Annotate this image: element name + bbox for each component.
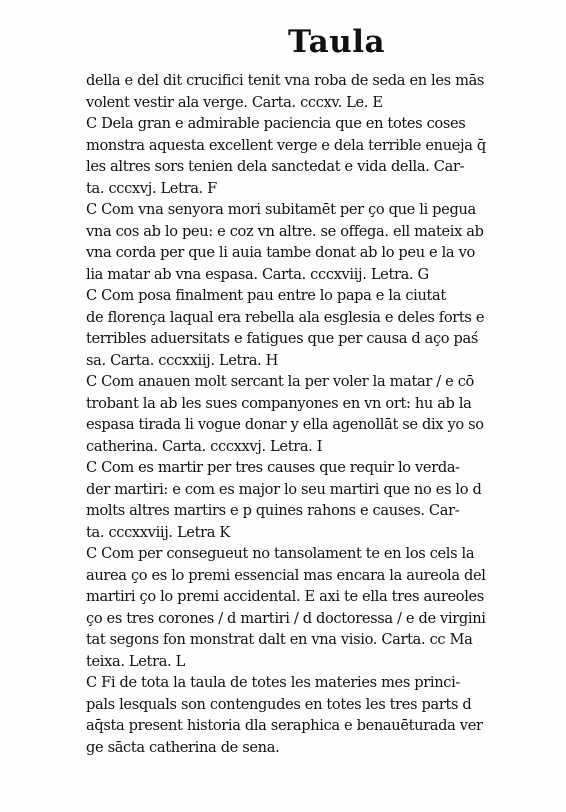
text-line: lia matar ab vna espasa. Carta. cccxviij. Letra. G [86,265,429,283]
text-line: sa. Carta. cccxxiij. Letra. H [86,351,278,369]
page-title: Taula [288,24,386,60]
text-line: de florença laqual era rebella ala esglesia e deles forts e [86,308,485,326]
text-line: trobant la ab les sues companyones en vn ort: hu ab la [86,394,472,412]
text-line: molts altres martirs e p quines rahons e causes. Car- [86,502,460,519]
text-line: tat segons fon monstrat dalt en vna visio. Carta. cc Ma [86,631,473,648]
text-line: C Com per consegueut no tansolament te en los cels la [86,545,475,562]
text-line: les altres sors tenien dela sanctedat e vida della. Car- [86,158,465,175]
text-line: terribles aduersitats e fatigues que per causa d aço paś [86,330,479,347]
text-line: espasa tirada li vogue donar y ella agenollāt se dix yo so [86,416,484,433]
text-line: C Dela gran e admirable paciencia que en totes coses [86,115,466,132]
text-line: C Com anauen molt sercant la per voler la matar / e cō [86,373,474,390]
text-line: vna cos ab lo peu: e coz vn altre. se offega. ell mateix ab [86,222,484,240]
text-line: ço es tres corones / d martiri / d doctoressa / e de virgini [86,609,486,627]
text-line: aurea ço es lo premi essencial mas encara la aureola del [86,566,486,584]
text-line: ta. cccxxviij. Letra K [86,523,230,541]
text-line: martiri ço lo premi accidental. E axi te ella tres aureoles [86,588,484,605]
text-line: catherina. Carta. cccxxvj. Letra. I [86,437,323,455]
text-line: C Com es martir per tres causes que requir lo verda- [86,459,460,476]
text-line: vna corda per que li auia tambe donat ab lo peu e la vo [86,244,475,261]
text-line: ge sācta catherina de sena. [86,738,280,756]
text-body [86,70,526,758]
text-line: C Com vna senyora mori subitamēt per ço que li pegua [86,201,476,218]
text-line: aq̄sta present historia dla seraphica e benauēturada ver [86,717,483,734]
text-line: C Com posa finalment pau entre lo papa e la ciutat [86,287,446,304]
text-line: monstra aquesta excellent verge e dela terrible enueja q̄ [86,136,486,154]
text-line: volent vestir ala verge. Carta. cccxv. Le. E [86,93,383,111]
text-line: teixa. Letra. L [86,652,185,670]
text-line: della e del dit crucifici tenit vna roba de seda en les mās [86,72,485,89]
text-line: der martiri: e com es major lo seu martiri que no es lo d [86,480,482,498]
text-line: ta. cccxvj. Letra. F [86,179,217,197]
text-line: C Fi de tota la taula de totes les materies mes princi- [86,674,460,691]
text-line: pals lesquals son contengudes en totes les tres parts d [86,695,472,713]
